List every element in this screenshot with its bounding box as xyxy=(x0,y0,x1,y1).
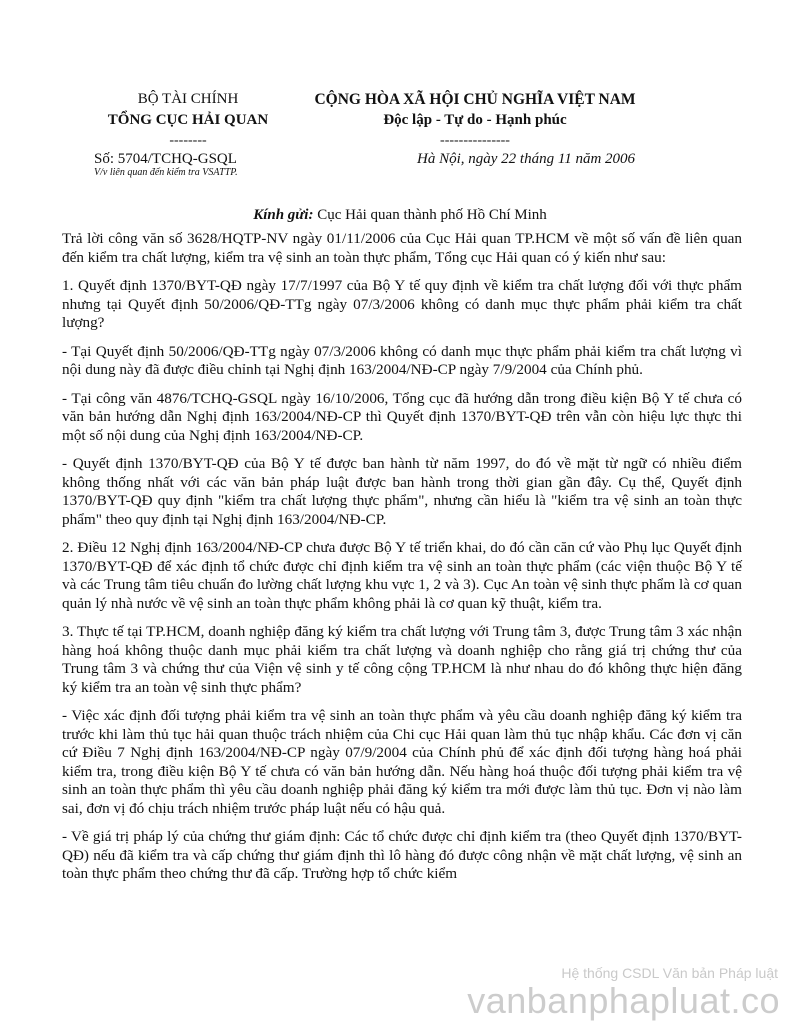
document-number: Số: 5704/TCHQ-GSQL xyxy=(94,151,237,167)
national-motto: Độc lập - Tự do - Hạnh phúc xyxy=(383,112,567,128)
watermark-site: vanbanphapluat.co xyxy=(467,980,780,1021)
paragraph-section-3-b: - Về giá trị pháp lý của chứng thư giám định: Các tổ chức được chỉ định kiểm tra (theo Quyết định 1370/BYT-QĐ) nếu đã kiểm tra và cấp chứng thư giám định thì lô hàng đó được công nhận về mặt chất lượng, vệ sinh an toàn thực phẩm theo chứng thư đã cấp. Trường hợp tổ chức kiểm xyxy=(62,828,742,882)
document-header xyxy=(0,0,800,200)
issuing-ministry: BỘ TÀI CHÍNH xyxy=(137,91,239,107)
country-name: CỘNG HÒA XÃ HỘI CHỦ NGHĨA VIỆT NAM xyxy=(314,91,636,108)
document-subject: V/v liên quan đến kiểm tra VSATTP. xyxy=(94,167,238,178)
paragraph-intro: Trả lời công văn số 3628/HQTP-NV ngày 01/11/2006 của Cục Hải quan TP.HCM về một số vấn đề liên quan đến kiểm tra chất lượng, kiểm tra vệ sinh an toàn thực phẩm, Tổng cục Hải quan có ý kiến như sau: xyxy=(62,230,742,266)
document-body xyxy=(62,230,742,894)
place-date: Hà Nội, ngày 22 tháng 11 năm 2006 xyxy=(417,151,636,167)
watermark-caption: Hệ thống CSDL Văn bản Pháp luật xyxy=(561,965,778,981)
left-divider: -------- xyxy=(169,133,207,148)
paragraph-section-1-b: - Tại công văn 4876/TCHQ-GSQL ngày 16/10/2006, Tổng cục đã hướng dẫn trong điều kiện Bộ Y tế chưa có văn bản hướng dẫn Nghị định 163/2004/NĐ-CP thì Quyết định 1370/BYT-QĐ trên vẫn còn hiệu lực thực thi một số nội dung của Nghị định 163/2004/NĐ-CP. xyxy=(62,389,742,444)
paragraph-section-1-c: - Quyết định 1370/BYT-QĐ của Bộ Y tế được ban hành từ năm 1997, do đó về mặt từ ngữ có nhiều điểm không thống nhất với các văn bản pháp luật được ban hành trong thời gian gần đây. Cụ thể, Quyết định 1370/BYT-QĐ quy định "kiểm tra chất lượng thực phẩm", nhưng cần hiểu là "kiểm tra vệ sinh an toàn thực phẩm" theo quy định tại Nghị định 163/2004/NĐ-CP. xyxy=(62,455,742,528)
paragraph-section-3: 3. Thực tế tại TP.HCM, doanh nghiệp đăng ký kiểm tra chất lượng với Trung tâm 3, được Trung tâm 3 xác nhận hàng hoá không thuộc danh mục phải kiểm tra chất lượng và doanh nghiệp cho rằng giá trị chứng thư của Trung tâm 3 và chứng thư của Viện vệ sinh y tế công cộng TP.HCM là như nhau do đó không thực hiện đăng ký kiểm tra an toàn vệ sinh thực phẩm? xyxy=(62,623,742,696)
recipient-label: Kính gửi: xyxy=(253,207,314,223)
paragraph-section-1-a: - Tại Quyết định 50/2006/QĐ-TTg ngày 07/3/2006 không có danh mục thực phẩm phải kiểm tra chất lượng vì nội dung này đã được điều chỉnh tại Nghị định 163/2004/NĐ-CP ngày 7/9/2004 của Chính phủ. xyxy=(62,342,742,378)
paragraph-section-1: 1. Quyết định 1370/BYT-QĐ ngày 17/7/1997 của Bộ Y tế quy định về kiểm tra chất lượng đối với thực phẩm nhưng tại Quyết định 50/2006/QĐ-TTg ngày 07/3/2006 không có danh mục thực phẩm phải kiểm tra chất lượng? xyxy=(62,277,742,331)
issuing-department: TỔNG CỤC HẢI QUAN xyxy=(107,112,269,128)
recipient-line xyxy=(0,206,800,224)
paragraph-section-3-a: - Việc xác định đối tượng phải kiểm tra vệ sinh an toàn thực phẩm và yêu cầu doanh nghiệp đăng ký kiểm tra trước khi làm thủ tục hải quan thuộc trách nhiệm của Chi cục Hải quan làm thủ tục nhập khẩu. Các đơn vị căn cứ Điều 7 Nghị định 163/2004/NĐ-CP ngày 07/9/2004 của Chính phủ để xác định đối tượng hàng hoá phải kiểm tra, trong điều kiện Bộ Y tế chưa có văn bản hướng dẫn. Nếu hàng hoá thuộc đối tượng phải kiểm tra vệ sinh an toàn thực phẩm thì yêu cầu doanh nghiệp phải đăng ký kiểm tra mới được làm thủ tục. Đơn vị nào làm sai, đơn vị đó chịu trách nhiệm trước pháp luật nếu có hậu quả. xyxy=(62,707,742,817)
paragraph-section-2: 2. Điều 12 Nghị định 163/2004/NĐ-CP chưa được Bộ Y tế triển khai, do đó cần căn cứ vào Phụ lục Quyết định 1370/BYT-QĐ để xác định tổ chức được chỉ định kiểm tra vệ sinh an toàn thực phẩm (các viện thuộc Bộ Y tế và các Trung tâm tiêu chuẩn đo lường chất lượng khu vực 1, 2 và 3). Cục An toàn vệ sinh thực phẩm là cơ quan quản lý nhà nước về vệ sinh an toàn thực phẩm không phải là cơ quan kỹ thuật, kiểm tra. xyxy=(62,539,742,612)
right-divider: --------------- xyxy=(440,133,510,148)
recipient-name: Cục Hải quan thành phố Hồ Chí Minh xyxy=(313,207,547,223)
